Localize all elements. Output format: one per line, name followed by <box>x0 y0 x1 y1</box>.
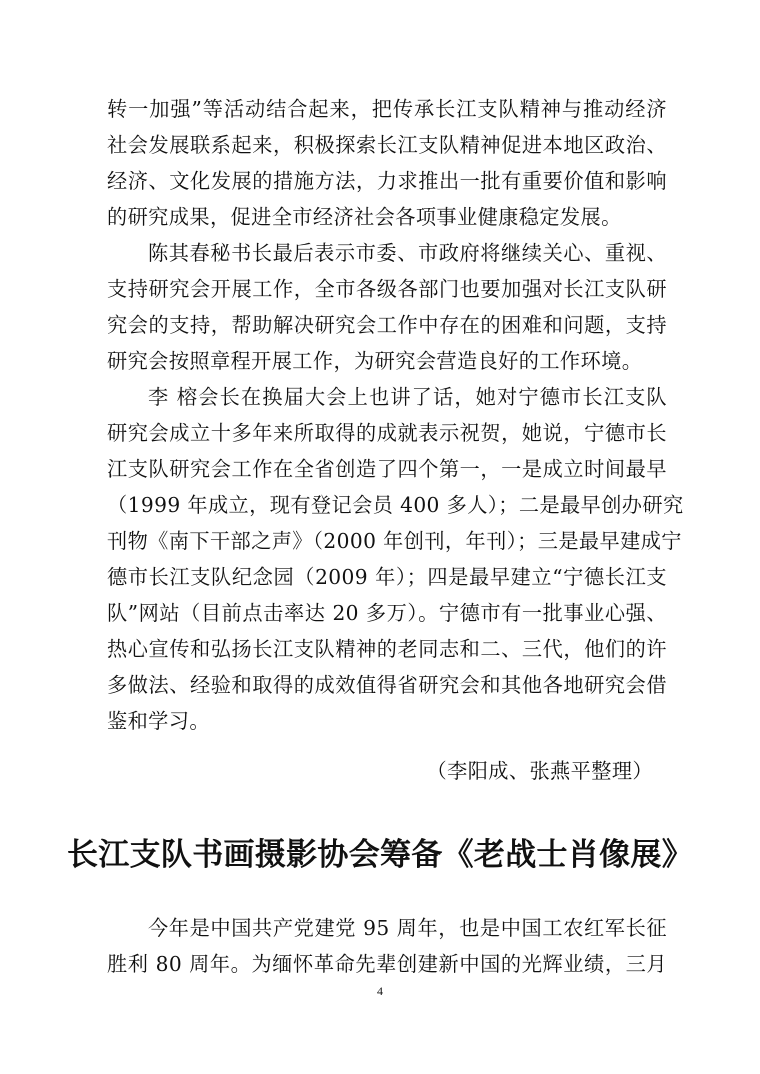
next-article-body <box>107 910 667 982</box>
text-line: 队”网站（目前点击率达 20 多万）。宁德市有一批事业心强、 <box>107 601 667 625</box>
paragraph-1 <box>107 91 667 235</box>
text-line: 的研究成果，促进全市经济社会各项事业健康稳定发展。 <box>107 205 622 229</box>
text-line: 支持研究会开展工作，全市各级各部门也要加强对长江支队研 <box>107 277 667 301</box>
paragraph-2 <box>107 235 667 379</box>
section-heading: 长江支队书画摄影协会筹备《老战士肖像展》 <box>67 837 693 873</box>
text-line: 多做法、经验和取得的成效值得省研究会和其他各地研究会借 <box>107 673 667 697</box>
text-line: 转一加强”等活动结合起来，把传承长江支队精神与推动经济 <box>107 97 667 121</box>
text-line: 鉴和学习。 <box>107 709 210 733</box>
text-line: 今年是中国共产党建党 95 周年，也是中国工农红军长征 <box>148 916 667 940</box>
text-line: （1999 年成立，现有登记会员 400 多人）；二是最早创办研究 <box>107 493 684 517</box>
text-line: 陈其春秘书长最后表示市委、市政府将继续关心、重视、 <box>148 241 667 265</box>
text-line: 研究会按照章程开展工作，为研究会营造良好的工作环境。 <box>107 349 643 373</box>
text-line: 李 榕会长在换届大会上也讲了话，她对宁德市长江支队 <box>148 385 667 409</box>
page-number: 4 <box>377 984 383 998</box>
signature: （李阳成、张燕平整理） <box>426 759 653 783</box>
text-line: 江支队研究会工作在全省创造了四个第一，一是成立时间最早 <box>107 457 667 481</box>
text-line: 研究会成立十多年来所取得的成就表示祝贺，她说，宁德市长 <box>107 421 667 445</box>
text-line: 经济、文化发展的措施方法，力求推出一批有重要价值和影响 <box>107 169 667 193</box>
paragraph-3 <box>107 379 684 739</box>
text-line: 社会发展联系起来，积极探索长江支队精神促进本地区政治、 <box>107 133 667 157</box>
text-line: 刊物《南下干部之声》（2000 年创刊，年刊）；三是最早建成宁 <box>107 529 682 553</box>
text-line: 究会的支持，帮助解决研究会工作中存在的困难和问题，支持 <box>107 313 667 337</box>
text-line: 热心宣传和弘扬长江支队精神的老同志和二、三代，他们的许 <box>107 637 667 661</box>
text-line: 胜利 80 周年。为缅怀革命先辈创建新中国的光辉业绩，三月 <box>107 952 667 976</box>
text-line: 德市长江支队纪念园（2009 年）；四是最早建立“宁德长江支 <box>107 565 667 589</box>
article-body <box>107 91 684 789</box>
